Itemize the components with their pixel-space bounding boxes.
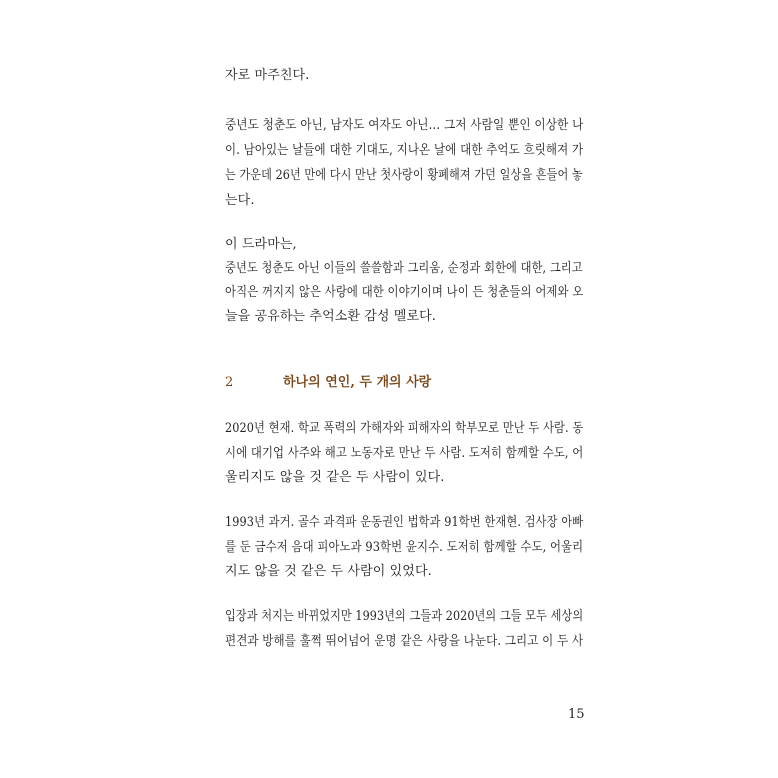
body-line: 아직은 꺼지지 않은 사랑에 대한 이야기이며 나이 든 청춘들의 어제와 오 (225, 285, 584, 300)
body-line: 2020년 현재. 학교 폭력의 가해자와 피해자의 학부모로 만난 두 사람. 동 (225, 421, 584, 436)
section-number: 2 (225, 375, 234, 390)
body-line: 늘을 공유하는 추억소환 감성 멜로다. (225, 309, 437, 324)
body-line: 자로 마주친다. (225, 68, 310, 83)
page-number: 15 (568, 707, 585, 722)
body-line: 중년도 청춘도 아닌, 남자도 여자도 아닌… 그저 사람일 뿐인 이상한 나 (225, 118, 584, 133)
body-line: 는 가운데 26년 만에 다시 만난 첫사랑이 황폐해져 가던 일상을 흔들어 놓 (225, 168, 583, 183)
body-line: 를 둔 금수저 음대 피아노과 93학번 윤지수. 도저히 함께할 수도, 어울리 (225, 540, 584, 555)
body-line: 이 드라마는, (225, 237, 297, 252)
body-line: 이. 남아있는 날들에 대한 기대도, 지나온 날에 대한 추억도 흐릿해져 가 (225, 143, 584, 158)
body-line: 편견과 방해를 훌쩍 뛰어넘어 운명 같은 사랑을 나눈다. 그리고 이 두 사 (225, 634, 584, 649)
body-line: 는다. (225, 193, 255, 208)
body-line: 지도 않을 것 같은 두 사람이 있었다. (225, 564, 432, 579)
body-line: 중년도 청춘도 아닌 이들의 쓸쓸함과 그리움, 순정과 회한에 대한, 그리고 (225, 261, 583, 276)
body-line: 입장과 처지는 바뀌었지만 1993년의 그들과 2020년의 그들 모두 세상의 (225, 609, 584, 624)
body-line: 울리지도 않을 것 같은 두 사람이 있다. (225, 470, 445, 485)
section-title: 하나의 연인, 두 개의 사랑 (283, 375, 432, 390)
body-line: 1993년 과거. 골수 과격파 운동권인 법학과 91학번 한재현. 검사장 아빠 (225, 515, 584, 530)
body-line: 시에 대기업 사주와 해고 노동자로 만난 두 사람. 도저히 함께할 수도, 어 (225, 446, 584, 461)
